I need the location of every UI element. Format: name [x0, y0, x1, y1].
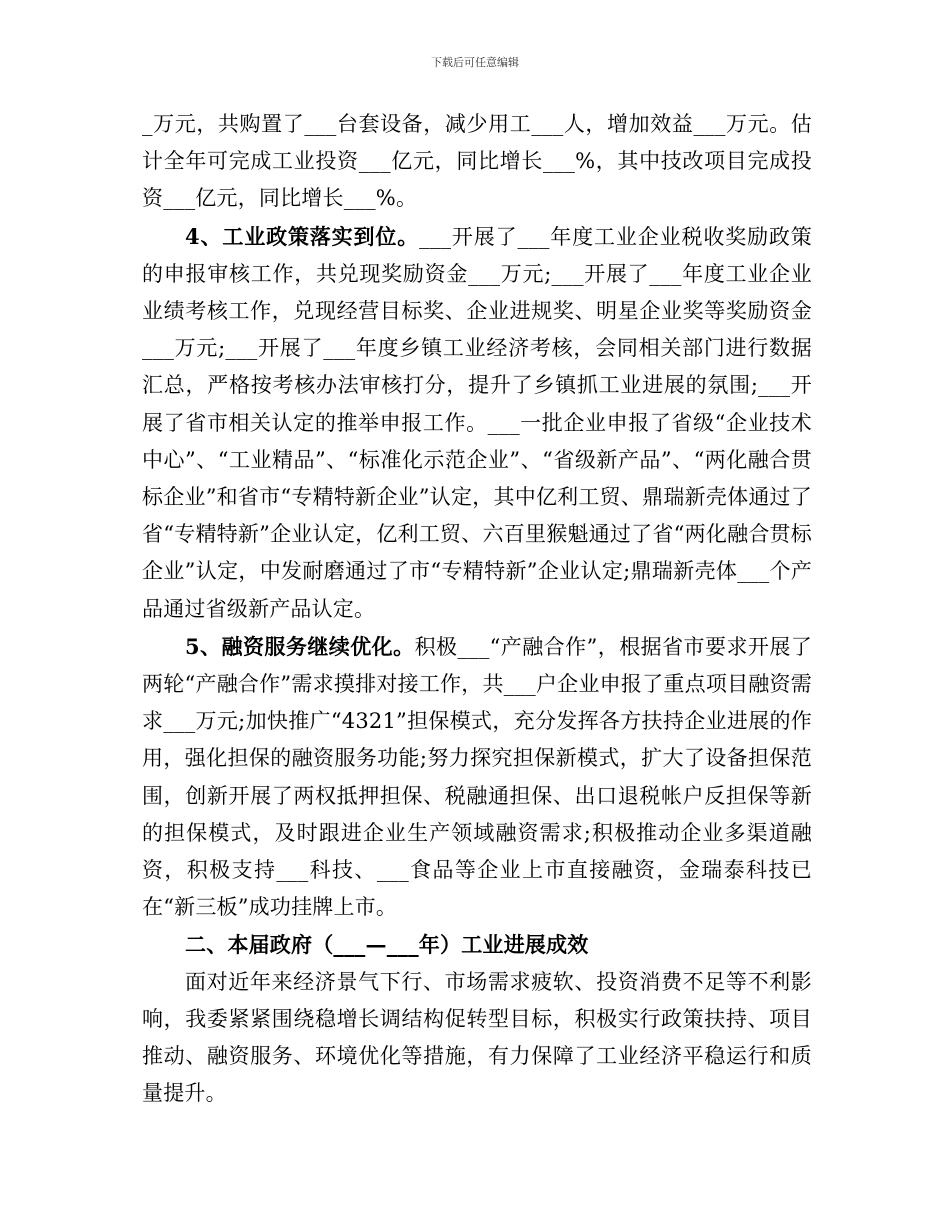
document-body [142, 106, 812, 1112]
page-header: 下载后可任意编辑 [431, 56, 519, 69]
paragraph-text: ___开展了___年度工业企业税收奖励政策的申报审核工作，共兑现奖励资金___万元;___开展了___年度工业企业业绩考核工作，兑现经营目标奖、企业进规奖、明星企业奖等奖励资金___万元;___开展了___年度乡镇工业经济考核，会同相关部门进行数据汇总，严格按考核办法审核打分，提升了乡镇抓工业进展的氛围;___开展了省市相关认定的推举申报工作。___一批企业申报了省级“企业技术中心”、“工业精品”、“标准化示范企业”、“省级新产品”、“两化融合贯标企业”和省市“专精特新企业”认定，其中亿利工贸、鼎瑞新壳体通过了省“专精特新”企业认定，亿利工贸、六百里猴魁通过了省“两化融合贯标企业”认定，中发耐磨通过了市“专精特新”企业认定;鼎瑞新壳体___个产品通过省级新产品认定。 [142, 224, 812, 621]
paragraph-lead: 4、工业政策落实到位。 [185, 223, 420, 249]
paragraph-financing-service [142, 628, 812, 927]
paragraph-lead: 5、融资服务继续优化。 [185, 633, 415, 659]
paragraph-industrial-policy [142, 218, 812, 628]
paragraph-closing: 面对近年来经济景气下行、市场需求疲软、投资消费不足等不利影响，我委紧紧围绕稳增长调结构促转型目标，积极实行政策扶持、项目推动、融资服务、环境优化等措施，有力保障了工业经济平稳运行和质量提升。 [142, 969, 812, 1106]
paragraph-text: _万元，共购置了___台套设备，减少用工___人，增加效益___万元。估计全年可完成工业投资___亿元，同比增长___%，其中技改项目完成投资___亿元，同比增长___%。 [142, 112, 812, 211]
paragraph-text: 积极___“产融合作”，根据省市要求开展了两轮“产融合作”需求摸排对接工作，共___户企业申报了重点项目融资需求___万元;加快推广“4321”担保模式，充分发挥各方扶持企业进展的作用，强化担保的融资服务功能;努力探究担保新模式，扩大了设备担保范围，创新开展了两权抵押担保、税融通担保、出口退税帐户反担保等新的担保模式，及时跟进企业生产领域融资需求;积极推动企业多渠道融资，积极支持___科技、___食品等企业上市直接融资，金瑞泰科技已在“新三板”成功挂牌上市。 [142, 634, 813, 920]
paragraph-investment [142, 106, 812, 218]
section-heading: 二、本届政府（___—___年）工业进展成效 [185, 932, 589, 958]
